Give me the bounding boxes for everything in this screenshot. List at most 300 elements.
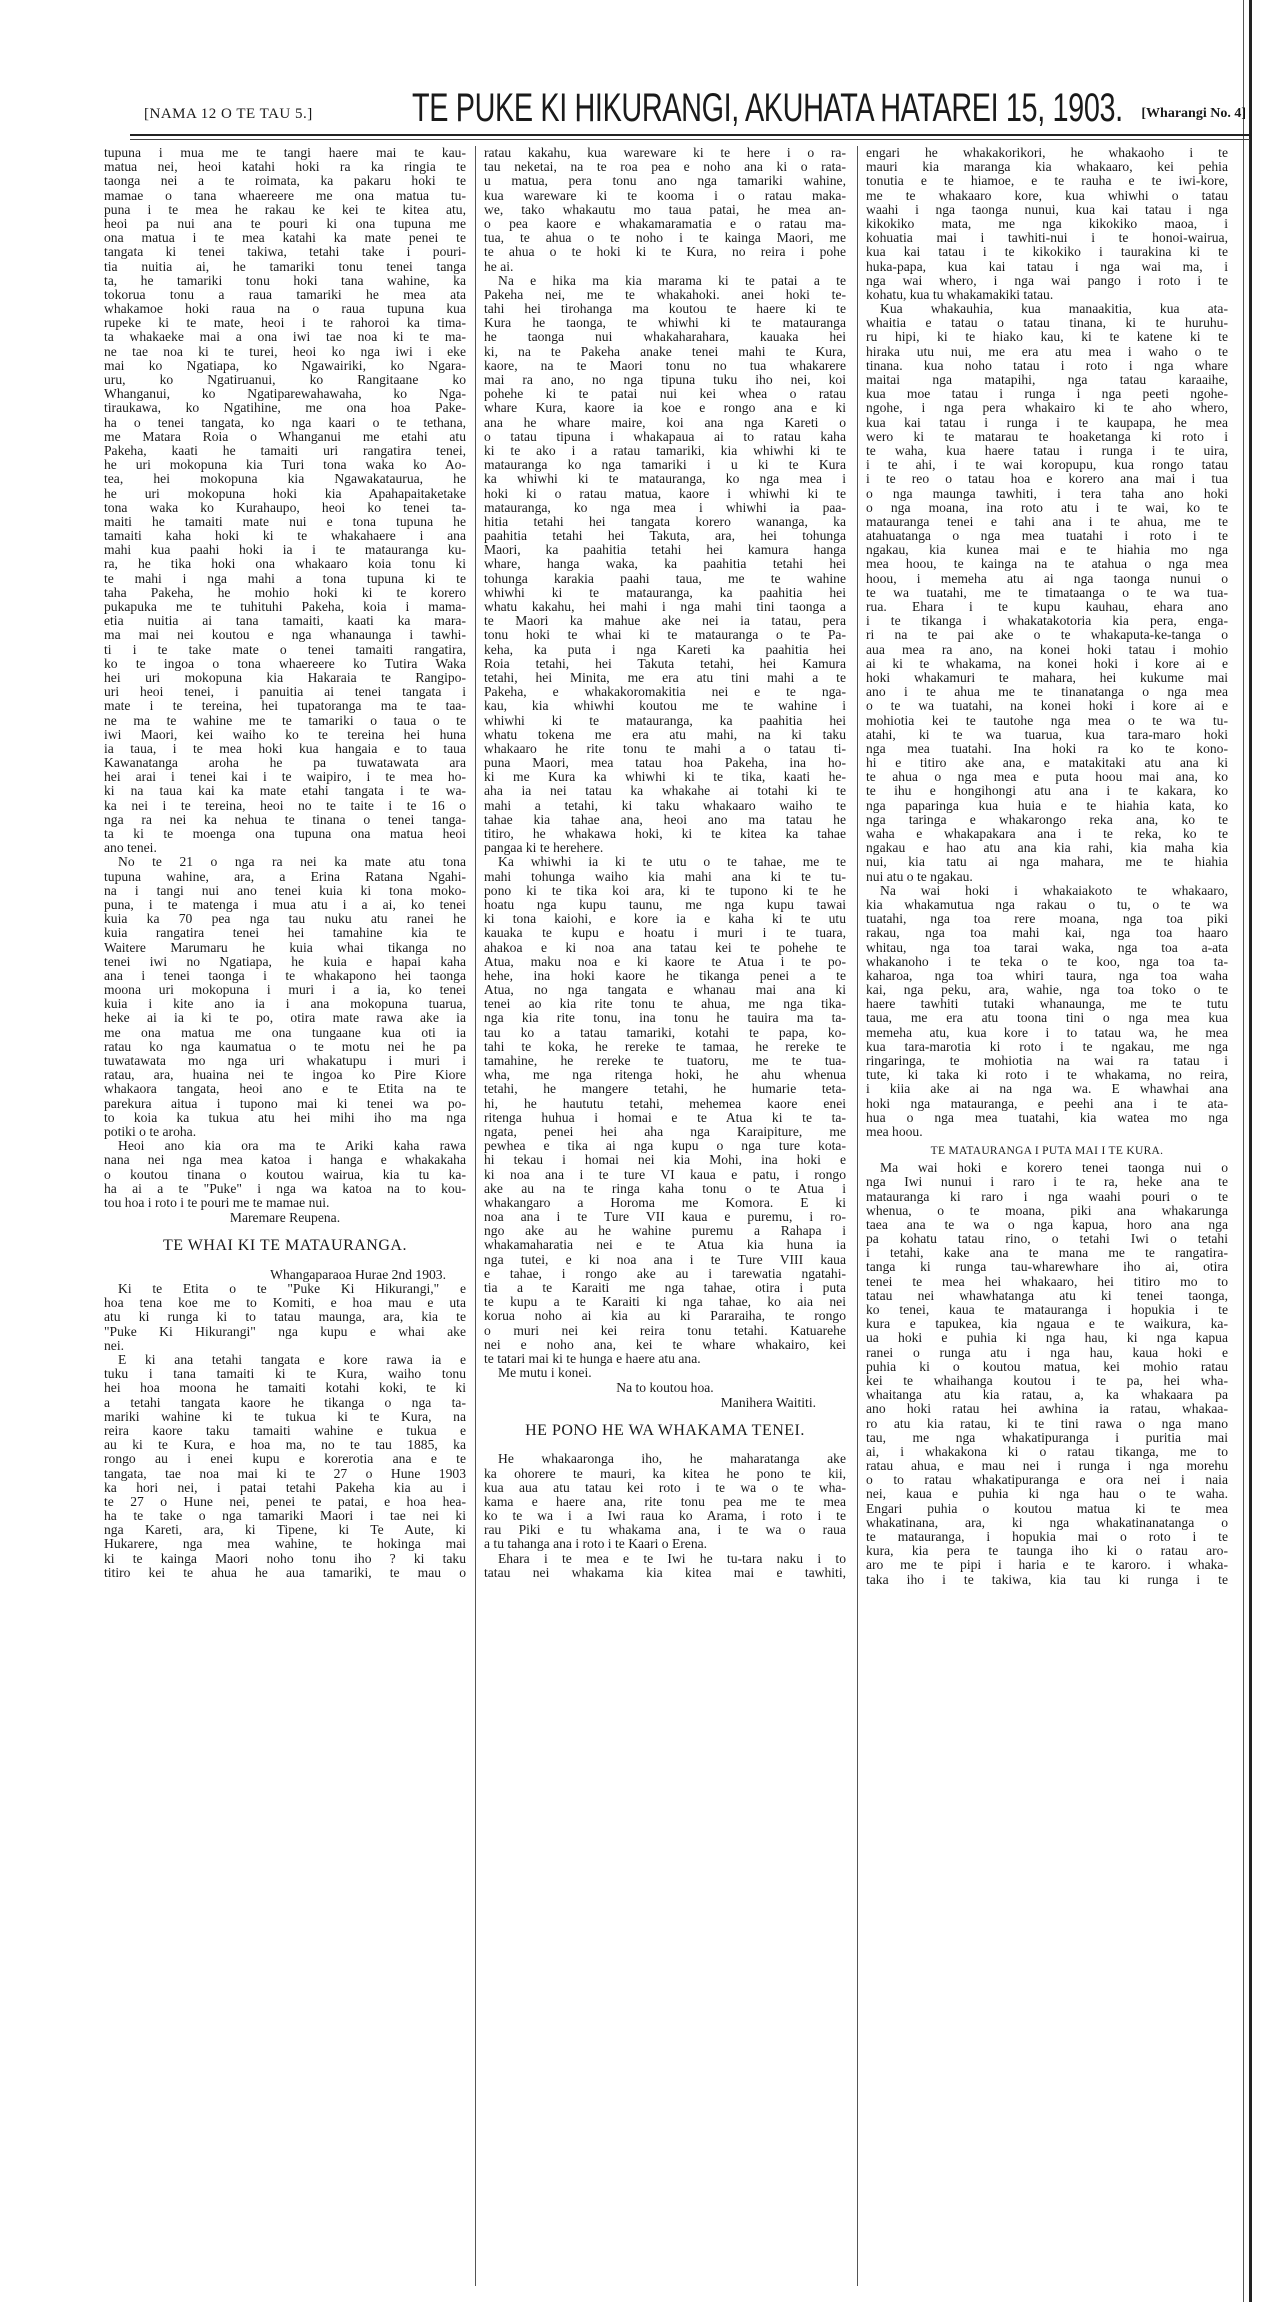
text-line: ka ohorere te mauri, ka kitea he pono te kii, — [484, 1466, 846, 1481]
text-line: waha e whakapakara ana i te reka, ko te — [866, 827, 1228, 841]
paragraph — [104, 146, 466, 855]
author-signature: Manihera Waititi. — [720, 1395, 816, 1411]
text-line: puna Maori, mea tatau hoa Pakeha, ina ho- — [484, 756, 846, 771]
text-line: haere tawhiti tutaki whanaunga, me te tutu — [866, 997, 1228, 1012]
text-line: te waha, kua haere tatau i runga i te uira, — [866, 443, 1228, 458]
text-line: rau Piki e tu whakama ana, i te wa o raua — [484, 1523, 846, 1538]
text-line: whiwhi ki te matauranga, ka paahitia hei — [484, 713, 846, 728]
text-line: E ki ana tetahi tangata e kore rawa ia e — [118, 1353, 466, 1367]
text-line: ai ki te whakama, na konei hoki i kore ai e — [866, 656, 1228, 671]
text-line: we, tako whakautu mo taua patai, he mea an- — [484, 202, 846, 217]
article-heading: HE PONO HE WA WHAKAMA TENEI. — [525, 1422, 805, 1440]
paragraph — [104, 1139, 466, 1210]
text-line: kura, kia pera te taunga iho ki o ratau aro- — [866, 1544, 1228, 1559]
text-line: pa kohatu tatau rino, o tetahi Iwi o tetahi — [866, 1232, 1228, 1247]
text-line: kama e haere ana, rite tonu pea me te mea — [484, 1494, 846, 1509]
text-line: hoa tena koe me to Komiti, e hoa mau e uta — [104, 1296, 466, 1311]
text-line: potiki o te aroha. — [104, 1124, 197, 1139]
text-line: tohunga karakia paahi taua, me te wahine — [484, 571, 846, 586]
text-line: kauaka te kupu e hoatu i muri i te tuara, — [484, 926, 846, 941]
text-line: taea ana te wa o nga kapua, horo ana nga — [866, 1217, 1228, 1232]
text-line: ru hipi, ki te hiako kau, ki te katene ki te — [866, 330, 1228, 345]
text-line: mai ra ano, no nga tipuna tuku iho nei, koi — [484, 373, 846, 387]
text-line: He whakaaronga iho, he maharatanga ake — [498, 1452, 846, 1467]
text-line: kua wareware ki te kooma i o ratau maka- — [484, 188, 846, 203]
text-line: Pakeha, e whakakoromakitia nei e te nga- — [484, 685, 846, 700]
text-line: nei. — [104, 1338, 125, 1353]
text-line: wero ki te matarau te hoaketanga ki roto i — [866, 429, 1228, 444]
text-line: titiro kei te ahua he aua tamariki, te mau o — [104, 1565, 466, 1580]
text-line: ki noa ana i te ture VI kaua e patu, i rongo — [484, 1167, 846, 1182]
text-line: taha Pakeha, he mohio hoki ki te korero — [104, 585, 466, 600]
text-line: whitau, nga toa tarai waka, nga toa a-ata — [866, 940, 1228, 955]
text-line: ko te wa i a Iwi raua ko Arama, i roto i te — [484, 1509, 846, 1524]
text-line: Pakeha, kaati he tamaiti uri rangatira tenei, — [104, 443, 466, 458]
text-line: reira kaore taku tamaiti wahine e tukua e — [104, 1423, 466, 1438]
text-line: te Maori ka mahue ake nei ia tatau, pera — [484, 614, 846, 629]
text-line: pangaa ki te herehere. — [484, 841, 604, 856]
text-line: hiraka utu nui, me era atu mea i waho o te — [866, 344, 1228, 359]
text-line: "Puke Ki Hikurangi" nga kupu e whai ake — [104, 1324, 466, 1339]
text-line: puna i te mea he rakau ke kei te kitea atu, — [104, 202, 466, 217]
text-line: Na e hika ma kia marama ki te patai a te — [498, 273, 846, 288]
text-line: hoki nga matauranga, e peehi ana i te ata- — [866, 1096, 1228, 1111]
text-line: tonu hoki te whai ki te matauranga o te Pa- — [484, 628, 846, 643]
text-line: tanga ki runga tau-wharewhare iho ai, otira — [866, 1260, 1228, 1275]
text-line: o pea kaore e whakamaramatia e o ratau ma- — [484, 216, 846, 231]
text-line: nga taringa e whakarongo reka ana, ko te — [866, 812, 1228, 827]
newspaper-title: TE PUKE KI HIKURANGI, AKUHATA HATAREI 15, 1903. — [412, 86, 1123, 130]
text-line: Roia tetahi, hei Takuta tetahi, hei Kamura — [484, 656, 846, 671]
text-line: Ehara i te mea e te Iwi he tu-tara naku i to — [498, 1551, 846, 1566]
text-line: tetahi, he mangere tetahi, he humarie teta- — [484, 1082, 846, 1097]
text-line: ratau ko nga kaumatua o te motu nei he pa — [104, 1039, 466, 1054]
text-line: whatu tokena me era atu mahi, na ki taku — [484, 727, 846, 742]
text-line: tia a te Karaiti me nga tahae, otira i puta — [484, 1281, 846, 1295]
text-line: me ona matua me ona tungaane kua oti ia — [104, 1025, 466, 1040]
text-line: ko tenei, kaua te matauranga i hopukia i te — [866, 1303, 1228, 1317]
text-line: ne ma te wahine me te tamariki o taua o te — [104, 713, 466, 728]
article-heading: TE WHAI KI TE MATAURANGA. — [163, 1237, 407, 1255]
text-line: tau ko a tatau tamariki, kotahi te papa, ko- — [484, 1025, 846, 1040]
column-2 — [484, 146, 846, 1580]
text-line: he ai. — [484, 259, 514, 274]
text-line: Pakeha nei, me te whakahoki. anei hoki te- — [484, 287, 846, 302]
text-line: kei te whaihanga koutou i te pa, hei wha- — [866, 1373, 1228, 1388]
text-line: o tatau tipuna i whakapaua ai to ratau kaha — [484, 429, 846, 444]
paragraph — [866, 1161, 1228, 1587]
text-line: ano i te ahua me te tinanatanga o nga mea — [866, 685, 1228, 700]
column-3 — [866, 146, 1228, 1587]
text-line: aro me te pipi i haria e te karoro. i whaka- — [866, 1558, 1228, 1573]
text-line: ta, he tamariki tonu hoki tana wahine, ka — [104, 273, 466, 288]
text-line: Ma wai hoki e korero tenei taonga nui o — [880, 1161, 1228, 1176]
text-line: ringaringa, te mohiotia na wai ra tatau i — [866, 1054, 1228, 1068]
text-line: tangata ki tenei takiwa, tetahi take i pouri- — [104, 245, 466, 260]
text-line: tinana. kua noho tatau i roto i nga whare — [866, 358, 1228, 373]
text-line: pohehe ki te patai nui kei whea o ratau — [484, 387, 846, 402]
text-line: Atua, no nga tangata e whanau mai ana ki — [484, 983, 846, 998]
text-line: tau neketai, na te roa pea e noho ana ki o rata- — [484, 160, 846, 175]
text-line: Hukarere, nga mea wahine, te hokinga mai — [104, 1537, 466, 1552]
text-line: hoatu nga kupu taunu, me nga kupu tawai — [484, 897, 846, 912]
text-line: ki te ako i a ratau tamariki, kia whiwhi ki te — [484, 443, 846, 458]
text-line: rakau, nga toa mahi kai, nga toa haaro — [866, 926, 1228, 941]
text-line: parekura aitua i tupono mai ki tenei wa po- — [104, 1096, 466, 1111]
text-line: moona uri mokopuna i muri i a ia, ko tenei — [104, 983, 466, 998]
masthead — [130, 84, 1250, 136]
text-line: kikokiko mata, me nga kikokiko maoa, i — [866, 216, 1228, 231]
text-line: rongo au i enei kupu e korerotia ana e te — [104, 1452, 466, 1467]
text-line: taka iho i te takiwa, kia tau ki runga i te — [866, 1572, 1228, 1587]
text-line: titiro, he whakawa hoki, ki te kitea ka tahae — [484, 827, 846, 841]
text-line: te ahua o te hoki ki te Kura, no reira i pohe — [484, 245, 846, 260]
text-line: hi e titiro ake ana, e matakitaki atu ana ki — [866, 756, 1228, 771]
text-line: pewhea e tika ai nga kupu o nga ture kota- — [484, 1139, 846, 1154]
text-line: kua tara-marotia ki roto i te ngakau, me nga — [866, 1039, 1228, 1054]
text-line: hei arai i tenei kai i te waipiro, i te mea ho- — [104, 770, 466, 785]
text-line: mea hoou, te kainga na te atahua o nga mea — [866, 557, 1228, 572]
text-line: o te wa tuatahi, na konei hoki i kore ai e — [866, 699, 1228, 714]
text-line: ia taua, i te mea hoki kua hangaia e to taua — [104, 741, 466, 756]
column-1 — [104, 146, 466, 1580]
text-line: whakamoe hoki raua na o raua tupuna kua — [104, 302, 466, 317]
text-line: matauranga ko nga tamariki i u ki te Kura — [484, 458, 846, 473]
section-subheading: TE MATAURANGA I PUTA MAI I TE KURA. — [930, 1145, 1164, 1158]
text-line: tia nuitia ai, he tamariki tonu tenei tanga — [104, 259, 466, 274]
signature: Na to koutou hoa. — [616, 1380, 714, 1396]
text-line: whakaaro he rite tonu te mahi a o tatau ti- — [484, 741, 846, 756]
text-line: ranei o runga atu i nga hau, kaua hoki e — [866, 1345, 1228, 1360]
text-line: nga tutei, e ki noa ana i te Ture VIII kaua — [484, 1252, 846, 1267]
column-divider — [475, 146, 476, 2286]
text-line: ua hoki e puhia ki nga hau, ki nga kapua — [866, 1331, 1228, 1346]
text-line: memeha atu, kua kore i to tatau wa, he mea — [866, 1025, 1228, 1040]
text-line: nei e noho ana, kei te whare whakairo, kei — [484, 1337, 846, 1352]
text-line: tatau nei whawhatanga atu ki tenei taonga, — [866, 1288, 1228, 1303]
text-line: ki me Kura ka whiwhi ki te tika, kaati he- — [484, 770, 846, 785]
text-line: hitia tetahi hei tangata korero wananga, ka — [484, 514, 846, 529]
text-line: kuia rangatira tenei hei tamahine kia te — [104, 926, 466, 941]
text-line: ha o tenei tangata, ko nga kaari o te tethana, — [104, 415, 466, 430]
text-line: ratau kakahu, kua wareware ki te here i o ra- — [484, 146, 846, 160]
text-line: nga Iwi nunui i raro i te ra, heke ana te — [866, 1175, 1228, 1190]
text-line: kau, kia whiwhi koutou me te wahine i — [484, 699, 846, 714]
text-line: te 27 o Hune nei, penei te patai, e hoa hea- — [104, 1494, 466, 1509]
text-line: mea hoou. — [866, 1124, 923, 1139]
text-line: tamahine, he rereke te tuatoru, me te tua- — [484, 1054, 846, 1068]
text-line: tiraukawa, ko Ngatihine, me ona hoa Pake- — [104, 401, 466, 416]
text-line: heke ai ia ki te po, otira mate rawa ake ia — [104, 1011, 466, 1026]
text-line: rupeke ki te mate, heoi i te rahoroi ka tima- — [104, 316, 466, 331]
text-line: ki, na te Pakeha anake tenei mahi te Kura, — [484, 344, 846, 359]
text-line: u matua, pera tonu ano nga tamariki wahine, — [484, 174, 846, 189]
paragraph — [484, 1366, 846, 1380]
text-line: tenei ao kia rite tonu te ahua, me nga tika- — [484, 997, 846, 1012]
text-line: whakanoho i te teka o te koo, nga toa ta- — [866, 954, 1228, 969]
text-line: kaharoa, nga toa whiri taura, nga toa waha — [866, 968, 1228, 983]
text-line: tuku i tana tamaiti ki te Kura, waiho tonu — [104, 1367, 466, 1382]
text-line: ne tae noa ki te turei, heoi ko nga iwi i eke — [104, 344, 466, 359]
text-line: whare, hanga waka, ka paahitia tetahi hei — [484, 557, 846, 572]
paragraph — [104, 855, 466, 1139]
text-line: maitai nga matapihi, nga tatau karaaihe, — [866, 373, 1228, 387]
text-line: o muri nei kei reira tonu tetahi. Katuarehe — [484, 1323, 846, 1338]
text-line: hei hoa moona he tamaiti kotahi koki, te ki — [104, 1381, 466, 1396]
text-line: engari he whakakorikori, he whakaoho i te — [866, 146, 1228, 160]
text-line: whiwhi ki te matauranga, ka paahitia hei — [484, 585, 846, 600]
text-line: me te whakaaro kore, kua whiwhi o tatau — [866, 188, 1228, 203]
text-line: ano tenei. — [104, 841, 157, 856]
text-line: Me mutu i konei. — [498, 1366, 592, 1381]
text-line: te ahua o nga mea e puta hoou mai ana, ko — [866, 770, 1228, 785]
text-line: ka whiwhi ki te matauranga, ko nga mea i — [484, 472, 846, 487]
text-line: tamaiti kaha hoki ki te whakahaere i ana — [104, 529, 466, 544]
text-line: a tetahi tangata kaore he tikanga o nga ta- — [104, 1395, 466, 1410]
text-line: tea, hei mokopuna kia Ngawakataurua, he — [104, 472, 466, 487]
text-line: ai, i whakakona ki o ratau tikanga, me to — [866, 1444, 1228, 1459]
text-line: nana nei nga mea katoa i hanga e whakakaha — [104, 1153, 466, 1168]
text-line: i te ahi, i te wai koropupu, kua rongo tatau — [866, 458, 1228, 473]
text-line: kia whakamutua nga rakau o tu, o te wa — [866, 897, 1228, 912]
paragraph — [866, 884, 1228, 1139]
text-line: he uri mokopuna kia Turi tona waka ko Ao- — [104, 458, 466, 473]
text-line: mate i te tereina, hei tupatoranga ma te taa- — [104, 699, 466, 714]
text-line: matauranga, ko nga mea i whiwhi ia paa- — [484, 500, 846, 515]
text-line: nga wai whero, i nga wai pango i roto i te — [866, 273, 1228, 288]
text-line: ano hoki ratau hei awhina ia ratau, whakaa- — [866, 1402, 1228, 1417]
text-line: tupuna i mua me te tangi haere mai te kau- — [104, 146, 466, 160]
text-line: o nga moana, ina roto atu i te wai, ko te — [866, 500, 1228, 515]
text-line: o nga maunga tawhiti, i tera taha ano hoki — [866, 486, 1228, 501]
text-line: nga mea tuatahi. Ina hoki ra ko te kono- — [866, 741, 1228, 756]
text-line: taua, me era atu toona tini o nga mea kua — [866, 1011, 1228, 1026]
text-line: keha, ka puta i nga Kareti ka paahitia hei — [484, 642, 846, 657]
text-line: kohuatia mai i tawhiti-nui i te honoi-wairua, — [866, 231, 1228, 246]
text-line: nei, kaua e puhia ki nga hau o te waha. — [866, 1487, 1228, 1502]
text-line: hi tekau i homai nei kia Mohi, ina hoki e — [484, 1153, 846, 1168]
text-line: korua noho ai kia au ki Pararaiha, te rongo — [484, 1309, 846, 1324]
text-line: pukapuka me te tuhituhi Pakeha, koia i mama- — [104, 600, 466, 614]
text-line: nga kia rite tonu, ina tonu he tauira ma ta- — [484, 1011, 846, 1026]
text-line: whatu kakahu, hei mahi i nga mahi tini taonga a — [484, 600, 846, 614]
paragraph — [484, 855, 846, 1366]
masthead-rule-thin — [130, 139, 1250, 140]
text-line: ma mai nei koutou e nga whanaunga i tawhi- — [104, 628, 466, 643]
text-line: ratau, ara, huaina nei te ingoa ko Pire Kiore — [104, 1068, 466, 1083]
text-line: kuia ka 70 pea nga tau nuku atu ranei he — [104, 912, 466, 927]
text-line: ka hori nei, i patai tetahi Pakeha kia au i — [104, 1480, 466, 1495]
text-line: tuatahi, nga toa rere moana, nga toa piki — [866, 912, 1228, 927]
text-line: heoi pa nui ana te pouri ki ona tupuna me — [104, 216, 466, 231]
text-line: hehe, ina hoki kaore he tikanga penei a te — [484, 968, 846, 983]
text-line: tau, me nga whakatipuranga i puritia mai — [866, 1430, 1228, 1445]
text-line: nga paparinga kua huia e te hiahia kata, ko — [866, 798, 1228, 813]
paragraph — [104, 1282, 466, 1353]
text-line: tenei iwi no Ngatiapa, he kuia e hapai kaha — [104, 954, 466, 969]
text-line: tahi hei tirohanga ma koutou te haere ki te — [484, 302, 846, 317]
text-line: puhia ki o koutou matua, kei mohio ratau — [866, 1359, 1228, 1374]
text-line: mai ko Ngatiapa, ko Ngawairiki, ko Ngara- — [104, 358, 466, 373]
text-line: te tatari mai ki te hunga e haere atu ana. — [484, 1351, 701, 1366]
text-line: paahitia tetahi hei Takuta, ara, hei tohunga — [484, 529, 846, 544]
text-line: hi, he haututu tetahi, mehemea kaore enei — [484, 1096, 846, 1111]
text-line: atahi, ki te wa tuarua, kua tara-maro hoki — [866, 727, 1228, 742]
text-line: tokorua tonu a raua tamariki he mea ata — [104, 287, 466, 302]
text-line: ka nei i te tereina, heoi no te taite i te 16 o — [104, 798, 466, 813]
text-line: tute, ki taka ki roto i te whakama, no reira, — [866, 1068, 1228, 1083]
text-line: rua. Ehara i te kupu kauhau, ehara ano — [866, 600, 1228, 614]
page-number: [Wharangi No. 4] — [1141, 106, 1246, 121]
text-line: na i tangi nui ano tenei kuia ki tona moko- — [104, 883, 466, 898]
text-line: iwi Maori, kei waiho ko te tereina hei huna — [104, 727, 466, 742]
text-line: kohatu, kua tu whakamakiki tatau. — [866, 287, 1054, 302]
paragraph — [484, 146, 846, 274]
text-line: kua kai tatau i runga i te kaupapa, he mea — [866, 415, 1228, 430]
text-line: hoki whakamuri te mahara, hei kukume mai — [866, 670, 1228, 685]
text-line: whaitanga atu kia ratau, a, ka whakaara pa — [866, 1388, 1228, 1403]
text-line: ratau ahua, e mau nei i runga i nga morehu — [866, 1459, 1228, 1474]
text-line: kua aua atu tatau kei roto i te wa o te wha- — [484, 1480, 846, 1495]
text-line: ritenga huhua i homai e te Atua ki te ta- — [484, 1110, 846, 1125]
text-line: te wa tuatahi, me te timataanga o te wa tua- — [866, 585, 1228, 600]
text-line: tona waka ko Kurahaupo, heoi ko tenei ta- — [104, 500, 466, 515]
text-line: Whanganui, ko Ngatiparewahawaha, ko Nga- — [104, 387, 466, 402]
text-line: noa ana i te Ture VII kaua e puremu, i ro- — [484, 1210, 846, 1225]
text-line: mahi tohunga waiho kia mahi ana ki te tu- — [484, 869, 846, 884]
column-divider — [857, 146, 858, 2286]
text-line: me Matara Roia o Whanganui me etahi atu — [104, 429, 466, 444]
text-line: Kura he taonga, te whiwhi ki te matauranga — [484, 316, 846, 331]
text-line: te ihu e hongihongi atu ana i te kakara, ko — [866, 784, 1228, 799]
text-line: Kawanatanga aroha he pa tuwatawata ara — [104, 756, 466, 771]
text-line: ana he whare maire, koi ana nga Kareti o — [484, 415, 846, 430]
text-line: ngohe, i nga pera whakairo ki te aho whero, — [866, 401, 1228, 416]
text-line: ha ai a te "Puke" i nga wa katoa na to kou- — [104, 1181, 466, 1196]
text-line: whakamaharatia nei e te Atua kia huna ia — [484, 1238, 846, 1253]
text-line: ta ki te moenga ona tupuna ona matua heoi — [104, 827, 466, 841]
text-line: tupuna wahine, ara, a Erina Ratana Ngahi- — [104, 869, 466, 884]
text-line: ti i te take mate o tenei tamaiti rangatira, — [104, 642, 466, 657]
text-line: Kua whakauhia, kua manaakitia, kua ata- — [880, 302, 1228, 317]
text-line: i tetahi, kake ana te mana me te rangatira- — [866, 1246, 1228, 1261]
text-line: taonga nei a te roimata, ka pakaru hoki te — [104, 174, 466, 189]
text-line: tenei te mea hei whakaaro, hei titiro mo to — [866, 1274, 1228, 1289]
text-line: ki na taua kai ka mate etahi tangata i te wa- — [104, 784, 466, 799]
text-line: matua nei, heoi katahi hoki ra ka ringia te — [104, 160, 466, 175]
text-line: wha, me nga ritenga hoki, he ahu whenua — [484, 1068, 846, 1083]
text-line: kua kai tatau i te kikokiko i taurakina ki te — [866, 245, 1228, 260]
text-line: nui atu o te ngakau. — [866, 869, 973, 884]
text-line: hoou, i memeha atu ai nga taonga nunui o — [866, 571, 1228, 586]
paragraph — [484, 1452, 846, 1551]
paragraph — [866, 146, 1228, 302]
page-edge-rule-inner — [1243, 0, 1244, 2302]
text-line: i te tikanga i whakatakotoria kia pera, enga- — [866, 614, 1228, 629]
text-line: ngo ake au he wahine puremu a Rahapa i — [484, 1224, 846, 1239]
text-line: kaore, na te Maori tonu no tua whakarere — [484, 358, 846, 373]
text-line: atu ki runga ki to tatau maunga, ara, kia te — [104, 1310, 466, 1325]
text-line: tahi te koka, he rereke te tamaa, he rereke te — [484, 1039, 846, 1054]
text-line: nui, kia tatu ai nga mahara, me te hiahia — [866, 855, 1228, 870]
text-line: mamae o tana whaereere me ona matua tu- — [104, 188, 466, 203]
text-line: Heoi ano kia ora ma te Ariki kaha rawa — [118, 1139, 466, 1154]
text-line: Engari puhia o koutou matua ki te mea — [866, 1501, 1228, 1516]
text-line: tatau nei whakama kia kitea mai e tawhiti, — [484, 1565, 846, 1580]
text-line: ta whakaeke mai a ona iwi tae noa ki te ma- — [104, 330, 466, 345]
text-line: mauri kia maranga kia whakaaro, kei pehia — [866, 160, 1228, 175]
text-line: mohiotia kei te tautohe nga mea o te wa tu- — [866, 713, 1228, 728]
text-line: uru, ko Ngatiruanui, ko Rangitaane ko — [104, 373, 466, 387]
text-line: ko te ingoa o tona whaereere ko Tutira Waka — [104, 656, 466, 671]
text-line: ra, he tika hoki ona whakaaro koia tonu ki — [104, 557, 466, 572]
text-line: ki tona kaiohi, e kore ia e kaha ki te utu — [484, 912, 846, 927]
text-line: mahi a tetahi, ki taku whakaaro waiho te — [484, 798, 846, 813]
text-line: matauranga tenei e tahi ana i te ahua, me te — [866, 514, 1228, 529]
paragraph — [484, 1552, 846, 1580]
text-line: ngakau e hao atu ana kia rahi, kia maha kia — [866, 841, 1228, 856]
text-line: he taonga nui whakaharahara, kauaka hei — [484, 330, 846, 345]
text-line: mariki wahine ki te tukua ki te Kura, na — [104, 1409, 466, 1424]
text-line: atahuatanga o nga mea tuatahi i roto i te — [866, 529, 1228, 544]
text-line: e tahae, i rongo ake au i tarewatia ngatahi- — [484, 1266, 846, 1281]
paragraph — [104, 1353, 466, 1580]
text-line: i te reo o tatau hoa e korero ana mai i tua — [866, 472, 1228, 487]
dateline: Whangaparaoa Hurae 2nd 1903. — [270, 1267, 446, 1283]
text-line: te matauranga, i hopukia mai o roto i te — [866, 1530, 1228, 1544]
paragraph — [866, 302, 1228, 884]
text-line: whakatinana, ara, ki nga whakatinanatanga o — [866, 1515, 1228, 1530]
text-line: a tu tahanga ana i roto i te Kaari o Erena. — [484, 1537, 708, 1552]
text-line: aua mea ra ano, na konei hoki tatau i mohio — [866, 642, 1228, 657]
text-line: ki te kainga Maori noho tonu iho ? ki taku — [104, 1551, 466, 1566]
text-line: ahakoa e ki noa ana tatau kei te pohehe te — [484, 940, 846, 955]
text-line: kura e tapukea, kia ngaua e te waikura, ka- — [866, 1317, 1228, 1332]
text-line: ana i tenei taonga i te whakapono hei taonga — [104, 968, 466, 983]
text-line: te mahi i nga mahi a tona tupuna ki te — [104, 571, 466, 586]
text-line: uri heoi tenei, i panuitia ai tenei tangata i — [104, 685, 466, 700]
text-line: he uri mokopuna hoki kia Apahapaitaketake — [104, 486, 466, 501]
text-line: whenua, o te moana, piki ana whakarunga — [866, 1203, 1228, 1218]
text-line: ona matua i te mea katahi ka mate penei te — [104, 231, 466, 246]
text-line: ngata, penei hei aha nga Karaipiture, me — [484, 1124, 846, 1139]
text-line: kuia i kite ano ia i ana mokopuna tuarua, — [104, 997, 466, 1012]
text-line: o to ratau whakatipuranga e ora nei i naia — [866, 1473, 1228, 1488]
text-line: te kupu a te Karaiti ki nga tahae, ko aia nei — [484, 1295, 846, 1310]
text-line: mahi kua paahi hoki ia i te matauranga ku- — [104, 543, 466, 558]
text-line: nga ra nei ka nehua te tinana o tenei tanga- — [104, 812, 466, 827]
text-line: whakaora tangata, heoi ano e te Etita na te — [104, 1082, 466, 1097]
text-line: whakangaro a Horoma me Komora. E ki — [484, 1195, 846, 1210]
text-line: tua, te ahua o te noho i te kainga Maori, me — [484, 231, 846, 246]
text-line: aha ia nei tatau ka whakahe ai totahi ki te — [484, 784, 846, 799]
text-line: tuwatawata mo nga uri whakatupu i muri i — [104, 1054, 466, 1068]
text-line: o koutou tinana o koutou wairua, kia tu ka- — [104, 1167, 466, 1182]
paragraph — [484, 274, 846, 856]
text-line: tou hoa i roto i te pouri me te mamae nui. — [104, 1195, 330, 1210]
text-line: Na wai hoki i whakaiakoto te whakaaro, — [880, 883, 1228, 898]
text-line: nga Kareti, ara, ki Tipene, ki Te Aute, ki — [104, 1523, 466, 1538]
text-line: whare Kura, kaore ia koe e rongo ana e ki — [484, 401, 846, 416]
text-line: ngakau, kia kunea mai e te hiahia mo nga — [866, 543, 1228, 558]
text-line: tahae kia tahae ana, heoi ano ma tatau he — [484, 812, 846, 827]
text-line: whaitia e tatau o tatau tinana, ki te huruhu- — [866, 316, 1228, 331]
text-line: Atua, maku noa e ki kaore te Atua i te po- — [484, 954, 846, 969]
text-line: ake au na te ringa kaha tonu o te Atua i — [484, 1181, 846, 1196]
text-line: tetahi, hei Minita, me era atu tini mahi a te — [484, 670, 846, 685]
text-line: No te 21 o nga ra nei ka mate atu tona — [118, 855, 466, 870]
text-line: i kiia ake ai na nga wa. E whawhai ana — [866, 1082, 1228, 1097]
